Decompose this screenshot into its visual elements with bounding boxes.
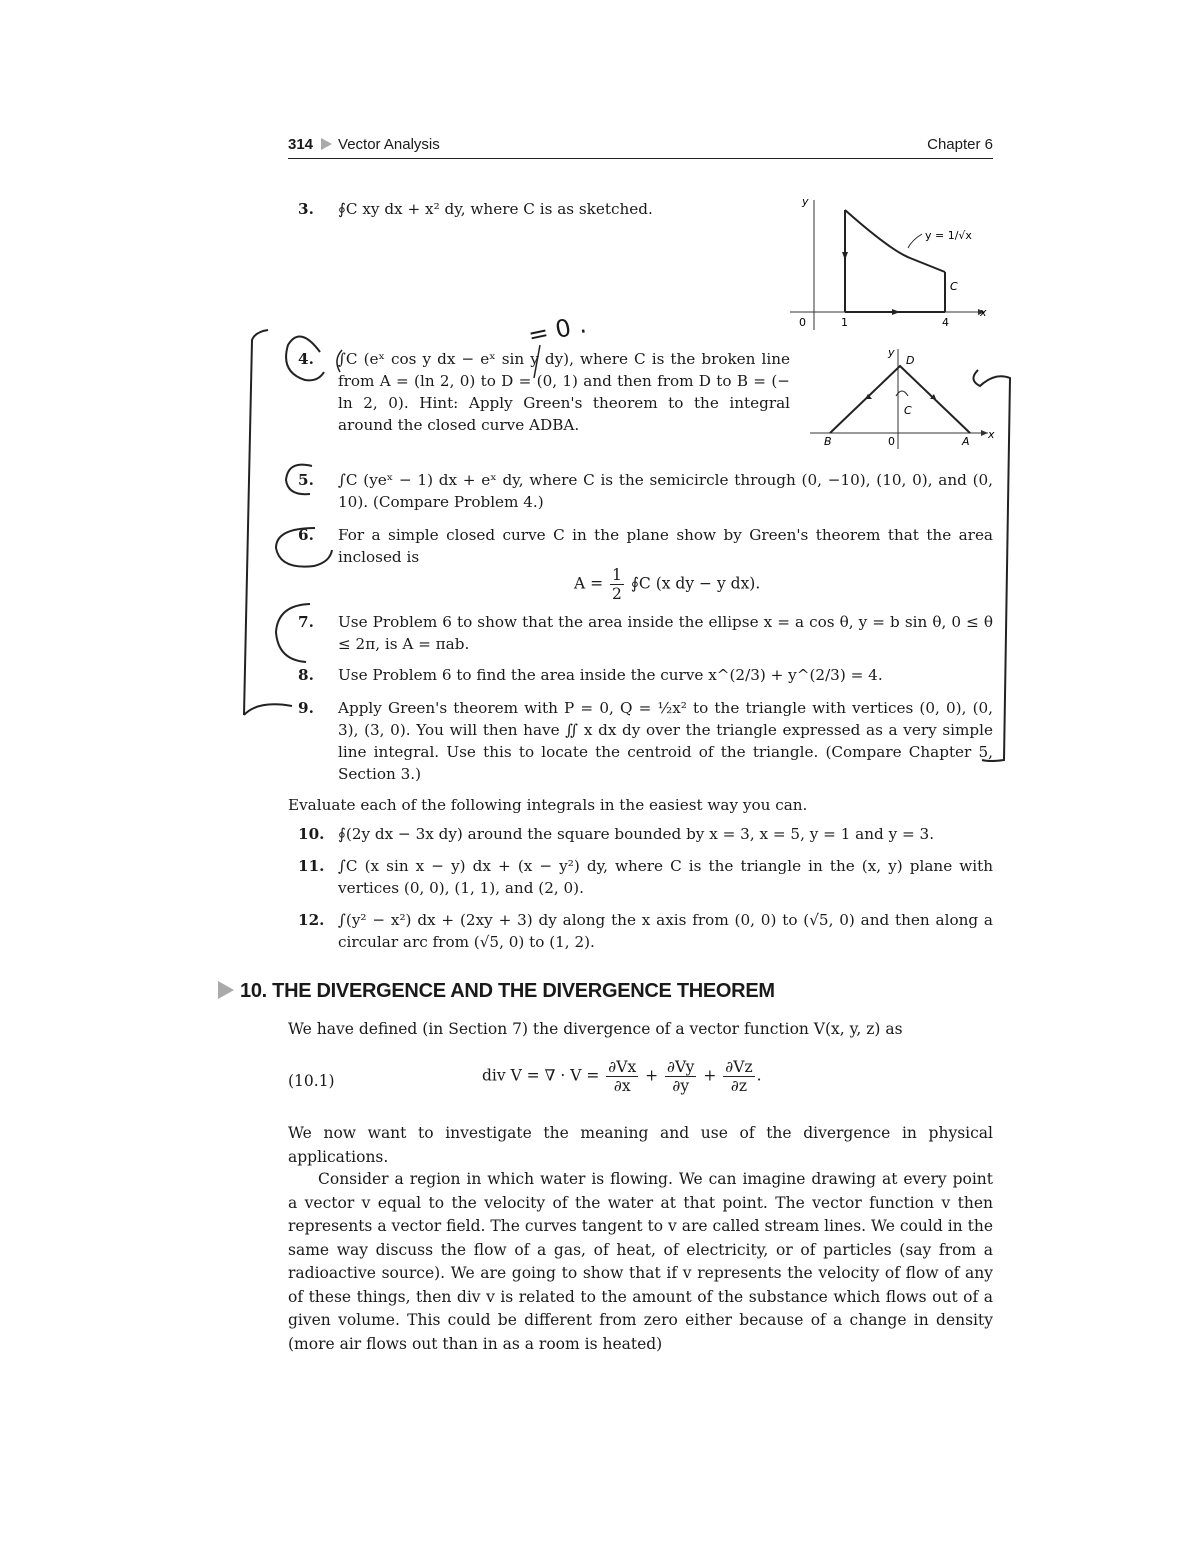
formula-lhs: A = (574, 574, 604, 593)
equation-lhs: div V = ∇ · V = (482, 1066, 600, 1085)
problem-text: Use Problem 6 to find the area inside the curve x^(2/3) + y^(2/3) = 4. (338, 666, 883, 684)
x-axis-label: x (988, 428, 995, 441)
problem-text: ∮(2y dx − 3x dy) around the square bounded by x = 3, x = 5, y = 1 and y = 3. (338, 825, 935, 843)
problem-text: ∮C xy dx + x² dy, where C is as sketched. (338, 200, 653, 218)
page-number: 314 (288, 136, 314, 153)
problem-text: ∫(y² − x²) dx + (2xy + 3) dy along the x axis from (0, 0) to (√5, 0) and then along a circular arc from (√5, 0) to (1, 2). (338, 911, 993, 951)
tick-4: 4 (942, 316, 949, 329)
problem-text: ∫C (x sin x − y) dx + (x − y²) dy, where C is the triangle in the (x, y) plane with vertices (0, 0), (1, 1), and (2, 0). (338, 857, 993, 897)
problem-number: 10. (298, 825, 325, 843)
fraction-z: $\frac{\partial Vz}{\partial z}$ (725, 1058, 753, 1095)
fraction-y: $\frac{\partial Vy}{\partial y}$ (667, 1058, 695, 1095)
origin-label: 0 (888, 435, 895, 448)
c-label: C (904, 404, 912, 417)
fraction-x: $\frac{\partial Vx}{\partial x}$ (608, 1058, 637, 1095)
y-axis-label: y (888, 346, 895, 359)
formula-rhs: ∮C (x dy − y dx). (630, 574, 761, 593)
problem-text: ∫C (yeˣ − 1) dx + eˣ dy, where C is the semicircle through (0, −10), (10, 0), and (0, 10). (Compare Problem 4.) (338, 471, 993, 511)
divergence-intro: We have defined (in Section 7) the divergence of a vector function V(x, y, z) as (288, 1020, 903, 1038)
problem-text: ∫C (eˣ cos y dx − eˣ sin y dy), where C is the broken line from A = (ln 2, 0) to D = (0, 1) and then from D to B = (− ln 2, 0). Hint: Apply Green's theorem to the integral around the closed curve ADBA. (338, 350, 790, 434)
origin-label: 0 (799, 316, 806, 329)
evaluate-intro: Evaluate each of the following integrals in the easiest way you can. (288, 796, 808, 814)
header-chapter: Chapter 6 (927, 136, 993, 153)
handwritten-note: = 0 . (525, 310, 589, 350)
b-label: B (824, 435, 832, 448)
section-title-text: 10. THE DIVERGENCE AND THE DIVERGENCE THEOREM (240, 980, 775, 1002)
paragraph-2: Consider a region in which water is flowing. We can imagine drawing at every point a vector v equal to the velocity of the water at that point. The vector function v then represents a vector field. The curves tangent to v are called stream lines. We could in the same way discuss the flow of a gas, of heat, of electricity, or of particles (say from a radioactive source). We are going to show that if v represents the velocity of flow of any of these things, then div v is related to the amount of the substance which flows out of a given volume. This could be different from zero either because of a change in density (more air flows out than in as a room is heated) (288, 1170, 993, 1353)
tick-1: 1 (841, 316, 848, 329)
problem-number: 12. (298, 911, 325, 929)
problem-number: 8. (298, 666, 314, 684)
paragraph-1: We now want to investigate the meaning and use of the divergence in physical applications. (288, 1124, 993, 1166)
problem-text: Use Problem 6 to show that the area inside the ellipse x = a cos θ, y = b sin θ, 0 ≤ θ ≤ 2π, is A = πab. (338, 613, 993, 653)
equation-label: (10.1) (288, 1072, 335, 1090)
c-label: C (950, 280, 958, 293)
divergence-equation: div V = ∇ · V = $\frac{\partial Vx}{\partial x}$ + $\frac{\partial Vy}{\partial y}$ + $\frac{\partial Vz}{\partial z}$ . (482, 1058, 762, 1095)
x-axis-label: x (980, 306, 987, 319)
problem-text: For a simple closed curve C in the plane show by Green's theorem that the area inclosed is (338, 526, 993, 566)
problem-number: 3. (298, 200, 314, 218)
y-axis-label: y (802, 195, 809, 208)
d-label: D (906, 354, 915, 367)
problem-number: 9. (298, 699, 314, 717)
curve-label: y = 1/√x (925, 229, 972, 242)
problem-text: Apply Green's theorem with P = 0, Q = ½x² to the triangle with vertices (0, 0), (0, 3), (3, 0). You will then have ∬ x dx dy over the triangle expressed as a very simple line integral. Use this to locate the centroid of the triangle. (Compare Chapter 5, Section 3.) (338, 699, 993, 783)
problem-number: 5. (298, 471, 314, 489)
a-label: A (962, 435, 970, 448)
formula-fraction: $\frac{1}{2}$ (612, 566, 622, 603)
header-section: Vector Analysis (338, 136, 440, 153)
problem-number: 4. (298, 350, 314, 368)
problem-number: 6. (298, 526, 314, 544)
problem-number: 7. (298, 613, 314, 631)
problem-number: 11. (298, 857, 325, 875)
